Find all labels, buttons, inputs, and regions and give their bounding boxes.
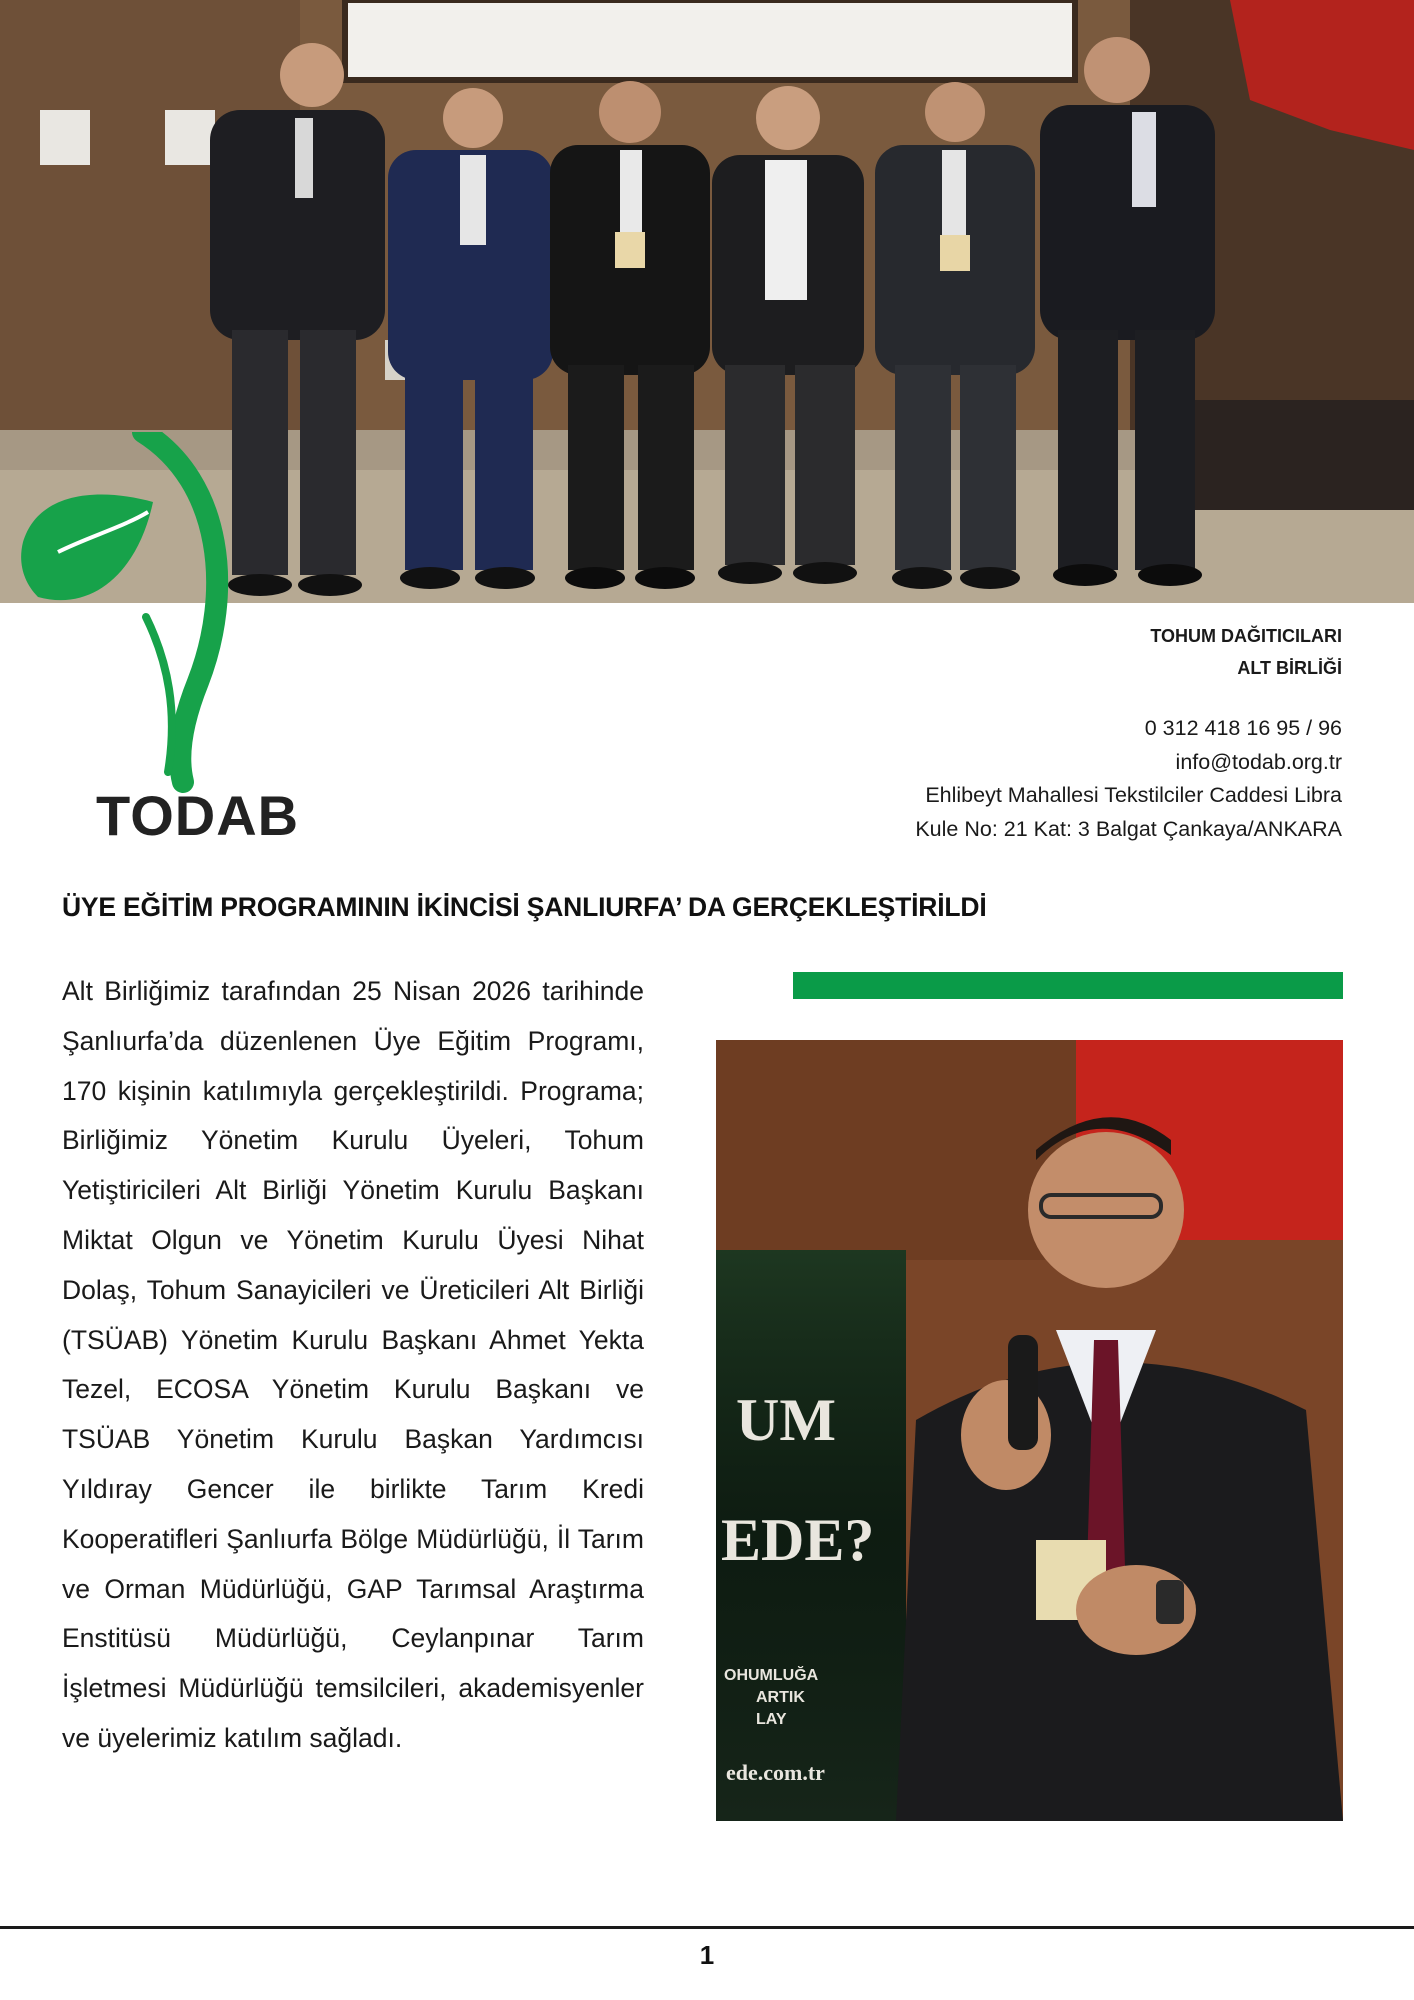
- contact-email[interactable]: info@todab.org.tr: [1175, 749, 1342, 774]
- logo-wordmark: [96, 784, 300, 847]
- speaker-photo-illustration: [716, 1040, 1343, 1821]
- banner-word-1: UM: [736, 1387, 836, 1453]
- article-headline: ÜYE EĞİTİM PROGRAMININ İKİNCİSİ ŞANLIURFA’ DA GERÇEKLEŞTİRİLDİ: [62, 892, 987, 922]
- organization-line-1: TOHUM DAĞITICILARI: [1150, 626, 1342, 646]
- organization-name: [1150, 620, 1342, 684]
- accent-bar: [793, 972, 1343, 999]
- contact-block: [915, 712, 1342, 846]
- article-body: Alt Birliğimiz tarafından 25 Nisan 2026 tarihinde Şanlıurfa’da düzenlenen Üye Eğitim Programı, 170 kişinin katılımıyla gerçekleştirildi. Programa; Birliğimiz Yönetim Kurulu Üyeleri, Tohum Yetiştiricileri Alt Birliği Yönetim Kurulu Başkanı Miktat Olgun ve Yönetim Kurulu Üyesi Nihat Dolaş, Tohum Sanayicileri ve Üreticileri Alt Birliği (TSÜAB) Yönetim Kurulu Başkanı Ahmet Yekta Tezel, ECOSA Yönetim Kurulu Başkanı ve TSÜAB Yönetim Kurulu Başkan Yardımcısı Yıldıray Gencer ile birlikte Tarım Kredi Kooperatifleri Şanlıurfa Bölge Müdürlüğü, İl Tarım ve Orman Müdürlüğü, GAP Tarımsal Araştırma Enstitüsü Müdürlüğü, Ceylanpınar Tarım İşletmesi Müdürlüğü temsilcileri, akademisyenler ve üyelerimiz katılım sağladı.: [62, 976, 644, 1753]
- footer-divider: [0, 1926, 1414, 1929]
- todab-logo: [18, 432, 318, 852]
- logo-text: TODAB: [96, 784, 300, 847]
- banner-small-2: ARTIK: [756, 1689, 805, 1706]
- banner-small-1: OHUMLUĞA: [724, 1667, 819, 1684]
- contact-phone: 0 312 418 16 95 / 96: [1144, 716, 1342, 740]
- banner-small-3: LAY: [756, 1711, 787, 1728]
- contact-address-line-2: Kule No: 21 Kat: 3 Balgat Çankaya/ANKARA: [915, 816, 1342, 841]
- contact-address-line-1: Ehlibeyt Mahallesi Tekstilciler Caddesi Libra: [925, 783, 1342, 807]
- organization-line-2: ALT BİRLİĞİ: [1237, 658, 1342, 678]
- page-number: 1: [699, 1940, 715, 1970]
- speaker-photo: [716, 1040, 1343, 1821]
- banner-url: ede.com.tr: [726, 1760, 825, 1785]
- banner-word-2: EDE?: [721, 1507, 875, 1573]
